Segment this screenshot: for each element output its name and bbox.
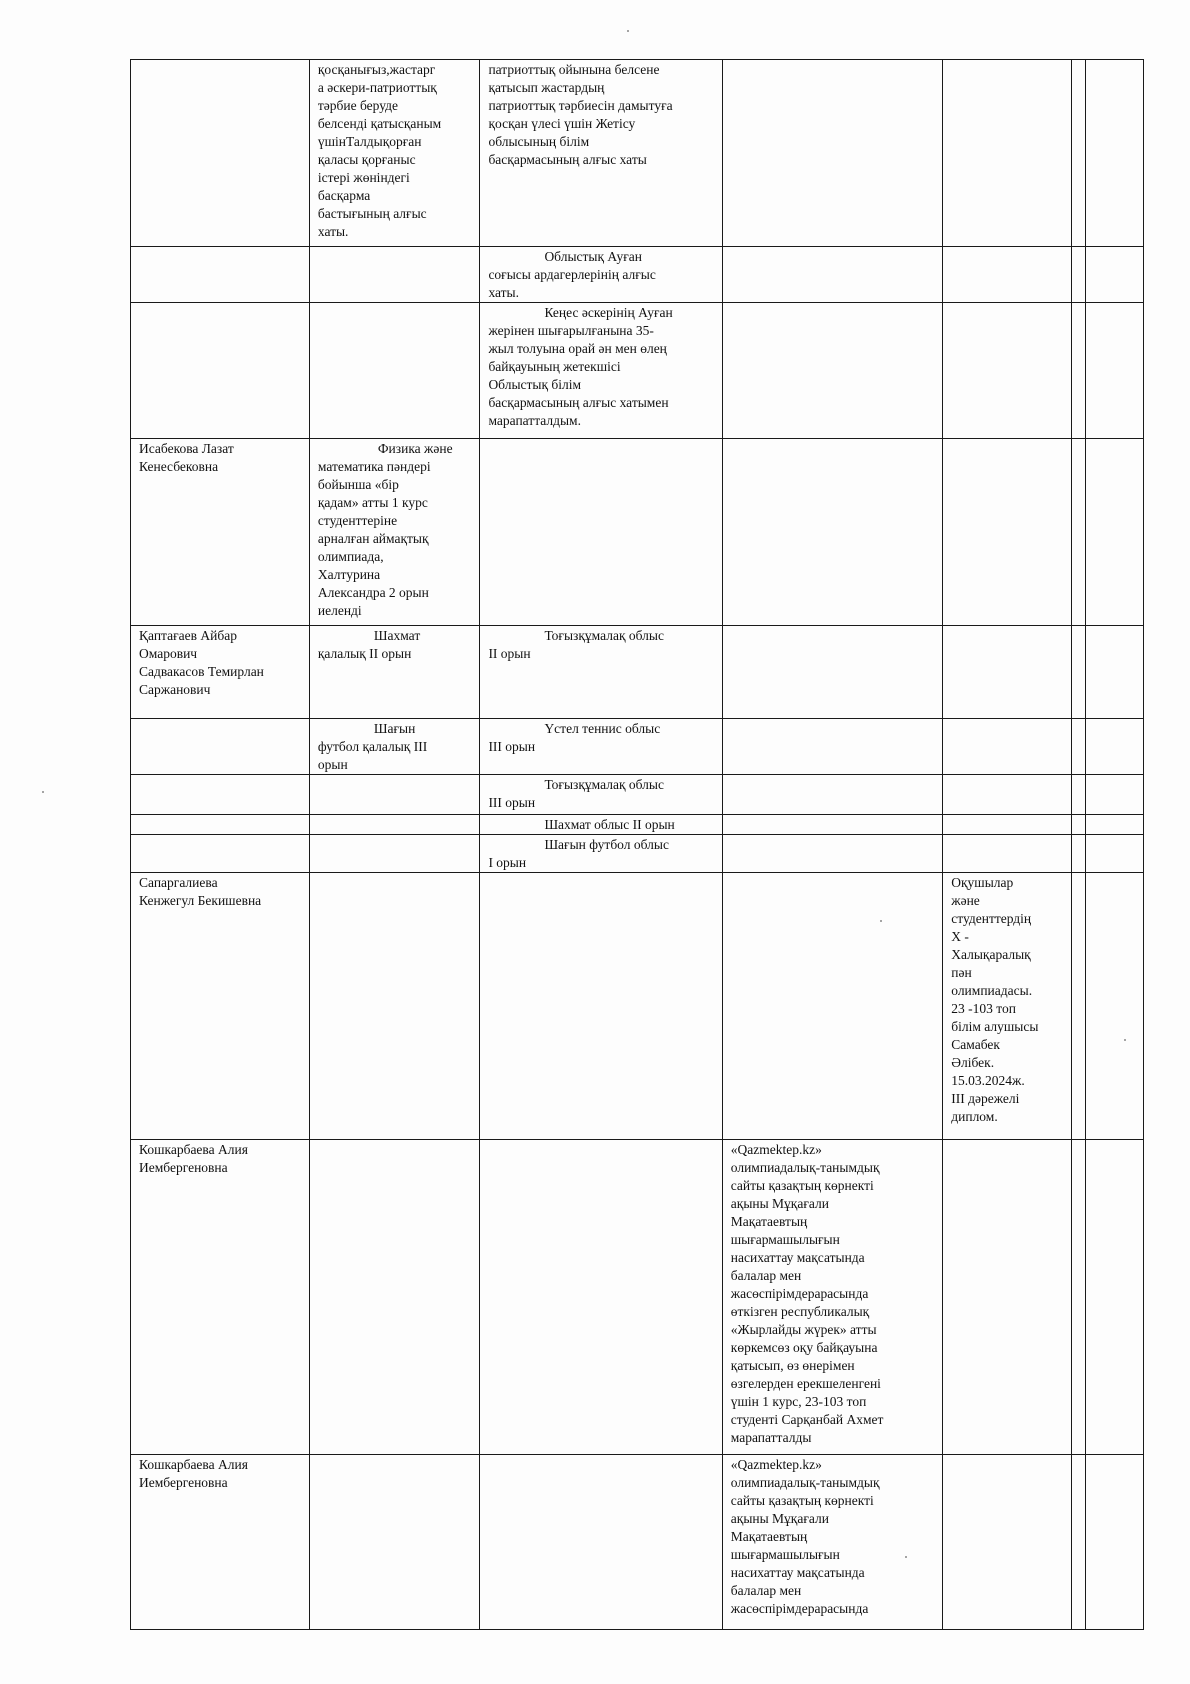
table-row <box>131 815 1144 835</box>
table-row <box>131 775 1144 815</box>
scan-speck <box>42 791 44 793</box>
cell-republic-level: «Qazmektep.kz» олимпиадалық-танымдық сайты қазақтың көрнекті ақыны Мұқағали Мақатаевтың шығармашылығын насихаттау мақсатында балалар мен жасөспірімдерарасында өткізген республикалық «Жырлайды жүрек» атты көркемсөз оқу байқауына қатысып, өз өнерімен өзгелерден ерекшеленгені үшін 1 курс, 23-103 топ студенті Сарқанбай Ахмет марапатталды <box>722 1140 942 1455</box>
cell-republic-level <box>722 775 942 815</box>
cell-republic-level <box>722 439 942 626</box>
cell-international-level <box>943 626 1072 719</box>
cell-international-level <box>943 775 1072 815</box>
awards-table <box>130 59 1144 1630</box>
cell-name: Кошкарбаева Алия Иембергеновна <box>131 1455 310 1630</box>
cell-name: Сапаргалиева Кенжегул Бекишевна <box>131 873 310 1140</box>
cell-republic-level <box>722 626 942 719</box>
cell-narrow <box>1072 1140 1086 1455</box>
cell-narrow <box>1072 1455 1086 1630</box>
cell-city-level <box>309 247 480 303</box>
cell-last <box>1085 303 1143 439</box>
cell-region-level: Тоғызқұмалақ облыс III орын <box>480 775 722 815</box>
cell-international-level <box>943 719 1072 775</box>
cell-region-level: Облыстық Ауған соғысы ардагерлерінің алғыс хаты. <box>480 247 722 303</box>
cell-city-level <box>309 775 480 815</box>
cell-international-level <box>943 835 1072 873</box>
scan-speck <box>627 30 629 32</box>
cell-last <box>1085 815 1143 835</box>
cell-name: Кошкарбаева Алия Иембергеновна <box>131 1140 310 1455</box>
cell-republic-level <box>722 60 942 247</box>
cell-narrow <box>1072 873 1086 1140</box>
cell-region-level <box>480 439 722 626</box>
cell-narrow <box>1072 303 1086 439</box>
cell-international-level <box>943 815 1072 835</box>
cell-last <box>1085 835 1143 873</box>
cell-republic-level <box>722 719 942 775</box>
cell-last <box>1085 719 1143 775</box>
table-row <box>131 60 1144 247</box>
cell-republic-level <box>722 835 942 873</box>
table-row <box>131 719 1144 775</box>
table-row <box>131 303 1144 439</box>
cell-narrow <box>1072 60 1086 247</box>
cell-last <box>1085 60 1143 247</box>
cell-narrow <box>1072 719 1086 775</box>
cell-name <box>131 815 310 835</box>
cell-region-level: Тоғызқұмалақ облыс II орын <box>480 626 722 719</box>
cell-name <box>131 775 310 815</box>
cell-international-level <box>943 1455 1072 1630</box>
cell-name <box>131 303 310 439</box>
cell-city-level: Шахмат қалалық II орын <box>309 626 480 719</box>
cell-international-level <box>943 247 1072 303</box>
cell-city-level <box>309 815 480 835</box>
table-row <box>131 626 1144 719</box>
cell-republic-level <box>722 303 942 439</box>
cell-republic-level <box>722 873 942 1140</box>
cell-republic-level <box>722 815 942 835</box>
cell-narrow <box>1072 775 1086 815</box>
table-row <box>131 1455 1144 1630</box>
cell-international-level: Оқушылар және студенттердің X - Халықаралық пән олимпиадасы. 23 -103 топ білім алушысы Самабек Әлібек. 15.03.2024ж. III дәрежелі диплом. <box>943 873 1072 1140</box>
cell-name <box>131 719 310 775</box>
cell-name <box>131 247 310 303</box>
cell-region-level: Үстел теннис облыс III орын <box>480 719 722 775</box>
cell-international-level <box>943 1140 1072 1455</box>
cell-last <box>1085 1140 1143 1455</box>
cell-international-level <box>943 439 1072 626</box>
cell-last <box>1085 247 1143 303</box>
cell-last <box>1085 873 1143 1140</box>
cell-international-level <box>943 60 1072 247</box>
table-row <box>131 247 1144 303</box>
table-row <box>131 1140 1144 1455</box>
cell-region-level: Шағын футбол облыс I орын <box>480 835 722 873</box>
cell-last <box>1085 1455 1143 1630</box>
cell-city-level <box>309 303 480 439</box>
cell-last <box>1085 775 1143 815</box>
cell-region-level <box>480 873 722 1140</box>
cell-name <box>131 835 310 873</box>
table-row <box>131 439 1144 626</box>
table-row <box>131 835 1144 873</box>
cell-international-level <box>943 303 1072 439</box>
cell-region-level: Шахмат облыс II орын <box>480 815 722 835</box>
cell-republic-level: «Qazmektep.kz» олимпиадалық-танымдық сайты қазақтың көрнекті ақыны Мұқағали Мақатаевтың шығармашылығын насихаттау мақсатында балалар мен жасөспірімдерарасында <box>722 1455 942 1630</box>
cell-city-level <box>309 835 480 873</box>
cell-narrow <box>1072 815 1086 835</box>
cell-last <box>1085 439 1143 626</box>
cell-last <box>1085 626 1143 719</box>
cell-city-level: қосқанығыз,жастарг а әскери-патриоттық тәрбие беруде белсенді қатысқаным үшінТалдықорған қаласы қорғаныс істері жөніндегі басқарма бастығының алғыс хаты. <box>309 60 480 247</box>
cell-narrow <box>1072 247 1086 303</box>
cell-city-level <box>309 873 480 1140</box>
cell-narrow <box>1072 835 1086 873</box>
cell-name: Исабекова Лазат Кенесбековна <box>131 439 310 626</box>
cell-narrow <box>1072 626 1086 719</box>
cell-narrow <box>1072 439 1086 626</box>
cell-city-level <box>309 1140 480 1455</box>
cell-city-level: Шағын футбол қалалық III орын <box>309 719 480 775</box>
cell-name <box>131 60 310 247</box>
cell-republic-level <box>722 247 942 303</box>
cell-name: Қаптағаев Айбар Омарович Садвакасов Темирлан Саржанович <box>131 626 310 719</box>
cell-region-level <box>480 1140 722 1455</box>
table-row <box>131 873 1144 1140</box>
cell-city-level <box>309 1455 480 1630</box>
cell-region-level <box>480 1455 722 1630</box>
cell-city-level: Физика және математика пәндері бойынша «бір қадам» атты 1 курс студенттеріне арналған аймақтық олимпиада, Халтурина Александра 2 орын иеленді <box>309 439 480 626</box>
cell-region-level: патриоттық ойынына белсене қатысып жастардың патриоттық тәрбиесін дамытуға қосқан үлесі үшін Жетісу облысының білім басқармасының алғыс хаты <box>480 60 722 247</box>
cell-region-level: Кеңес әскерінің Ауған жерінен шығарылғанына 35- жыл толуына орай ән мен өлең байқауының жетекшісі Облыстық білім басқармасының алғыс хатымен марапатталдым. <box>480 303 722 439</box>
